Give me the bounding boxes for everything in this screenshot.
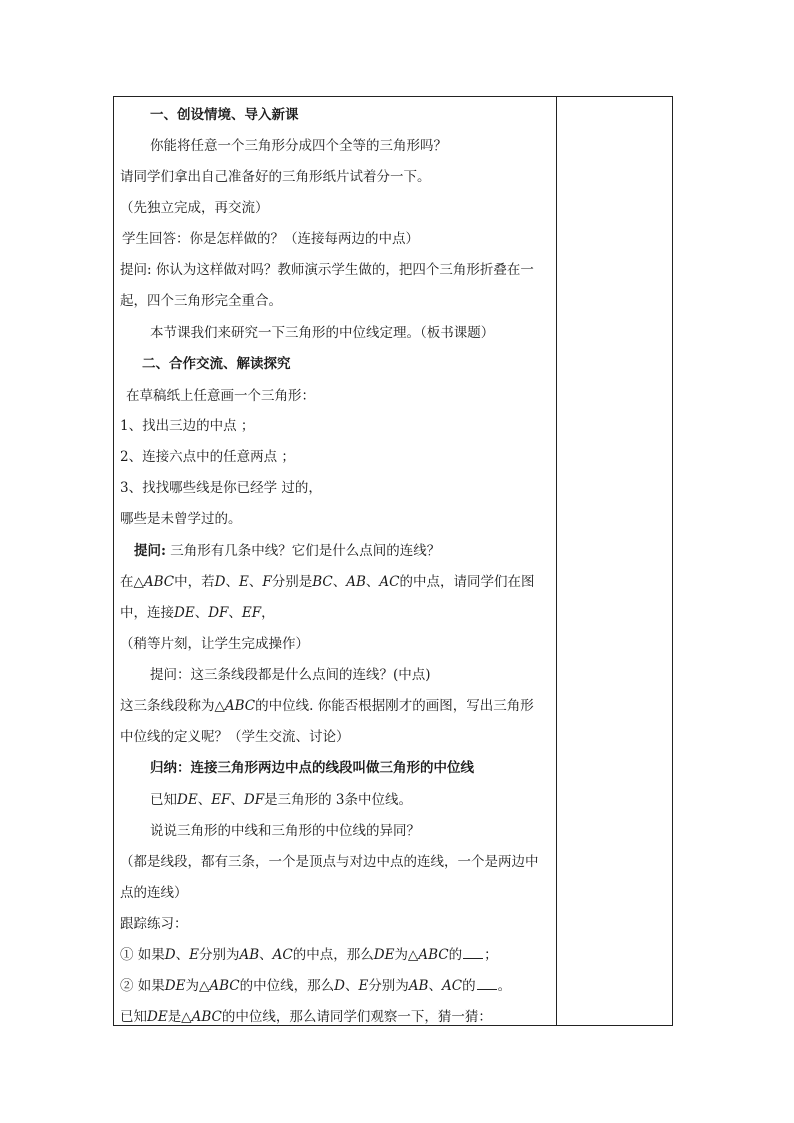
text-run: 。 bbox=[497, 978, 512, 994]
text-run: 分别为 bbox=[368, 978, 409, 994]
math-run: AB bbox=[346, 574, 366, 590]
text-line: 哪些是未曾学过的。 bbox=[120, 511, 242, 527]
text-line bbox=[120, 604, 275, 622]
text-run: 、 bbox=[228, 605, 242, 621]
text-run: ； bbox=[484, 947, 498, 963]
text-run: 的中点，那么 bbox=[292, 947, 374, 963]
math-run: DE bbox=[373, 947, 395, 963]
text-run: 的 bbox=[462, 978, 476, 994]
math-run: ABC bbox=[224, 698, 256, 714]
text-run: 的中位线. 你能否根据刚才的画图，写出三角形 bbox=[255, 698, 534, 714]
exercise-1 bbox=[120, 946, 498, 964]
text-line bbox=[150, 791, 412, 809]
text-run: 、 bbox=[248, 574, 263, 590]
text-line: 中位线的定义呢？（学生交流、讨论） bbox=[120, 729, 350, 745]
text-run: 、 bbox=[194, 605, 209, 621]
lesson-table bbox=[113, 96, 673, 1026]
text-line: 你能将任意一个三角形分成四个全等的三角形吗？ bbox=[150, 138, 447, 154]
text-run: 的 bbox=[448, 947, 463, 963]
text-line: 说说三角形的中线和三角形的中位线的异同？ bbox=[150, 823, 420, 839]
math-run: EF bbox=[211, 792, 231, 808]
math-run: BC bbox=[312, 574, 333, 590]
text-run: 是△ bbox=[167, 1009, 192, 1025]
math-run: AC bbox=[272, 947, 293, 963]
text-line: 请同学们拿出自己准备好的三角形纸片试着分一下。 bbox=[120, 169, 431, 185]
text-run: 、 bbox=[230, 792, 244, 808]
list-item: 3、找找哪些线是你已经学 过的， bbox=[120, 480, 322, 496]
question-label: 提问: bbox=[134, 543, 166, 559]
list-item: 2、连接六点中的任意两点 ； bbox=[120, 449, 295, 465]
text-line bbox=[120, 1008, 492, 1026]
text-line: 跟踪练习： bbox=[120, 916, 188, 932]
text-line: （稍等片刻，让学生完成操作） bbox=[120, 636, 309, 652]
text-run: ① 如果 bbox=[120, 947, 165, 963]
text-line: （都是线段，都有三条，一个是顶点与对边中点的连线，一个是两边中 bbox=[120, 854, 539, 870]
math-run: DF bbox=[208, 605, 229, 621]
text-run: 、 bbox=[365, 574, 380, 590]
answer-blank bbox=[463, 946, 483, 959]
text-run: 的中位线，那么请同学们观察一下，猜一猜： bbox=[221, 1009, 492, 1025]
text-line: 在草稿纸上任意画一个三角形： bbox=[126, 388, 315, 404]
math-run: ABC bbox=[191, 1009, 222, 1025]
math-run: ABC bbox=[143, 574, 175, 590]
text-run: 为△ bbox=[185, 978, 210, 994]
math-run: AB bbox=[239, 947, 260, 963]
math-run: D bbox=[164, 947, 176, 963]
notes-cell bbox=[557, 97, 672, 1025]
text-run: 的中点，请同学们在图 bbox=[399, 574, 535, 590]
text-run: 分别为 bbox=[198, 947, 240, 963]
math-run: AB bbox=[408, 978, 429, 994]
text-run: 是三角形的 3条中位线。 bbox=[264, 792, 413, 808]
section-heading-2: 二、合作交流、解读探究 bbox=[142, 356, 291, 372]
text-run: 已知 bbox=[120, 1009, 147, 1025]
math-run: DE bbox=[174, 605, 195, 621]
math-run: E bbox=[189, 947, 199, 963]
text-run: 、 bbox=[428, 978, 442, 994]
text-run: 、 bbox=[259, 947, 273, 963]
text-run: 、 bbox=[344, 978, 359, 994]
math-run: F bbox=[262, 574, 272, 590]
math-run: AC bbox=[379, 574, 400, 590]
math-run: E bbox=[358, 978, 369, 994]
text-run: 中，连接 bbox=[120, 605, 174, 621]
question-text: 三角形有几条中线？它们是什么点间的连线？ bbox=[165, 543, 441, 559]
text-run: 为△ bbox=[394, 947, 419, 963]
definition-summary: 归纳：连接三角形两边中点的线段叫做三角形的中位线 bbox=[150, 760, 474, 776]
text-run: 中，若 bbox=[174, 574, 215, 590]
text-line bbox=[120, 573, 534, 591]
math-run: D bbox=[214, 574, 226, 590]
text-run: ② 如果 bbox=[120, 978, 165, 994]
text-run: 、 bbox=[197, 792, 212, 808]
math-run: DE bbox=[164, 978, 186, 994]
text-run: 、 bbox=[332, 574, 347, 590]
math-run: DF bbox=[243, 792, 265, 808]
text-run: 、 bbox=[175, 947, 190, 963]
text-line: 学生回答：你是怎样做的？（连接每两边的中点） bbox=[122, 231, 419, 247]
text-line: 提问：这三条线段都是什么点间的连线？(中点) bbox=[150, 667, 431, 683]
exercise-2 bbox=[120, 977, 511, 995]
text-line bbox=[120, 697, 534, 715]
text-run: 已知 bbox=[150, 792, 177, 808]
text-run: 的中位线，那么 bbox=[239, 978, 335, 994]
text-run: 分别是 bbox=[271, 574, 313, 590]
text-line: 起，四个三角形完全重合。 bbox=[120, 293, 282, 309]
math-run: ABC bbox=[418, 947, 449, 963]
math-run: D bbox=[334, 978, 345, 994]
text-line: 点的连线） bbox=[120, 885, 188, 901]
list-item: 1、找出三边的中点 ； bbox=[120, 418, 255, 434]
question-line bbox=[134, 542, 440, 560]
math-run: DE bbox=[147, 1009, 168, 1025]
math-run: E bbox=[238, 574, 249, 590]
text-run: 在△ bbox=[120, 574, 144, 590]
text-run: 这三条线段称为△ bbox=[120, 698, 225, 714]
text-run: ， bbox=[261, 605, 275, 621]
section-heading-1: 一、创设情境、导入新课 bbox=[150, 107, 299, 123]
text-run: 、 bbox=[225, 574, 239, 590]
answer-blank bbox=[477, 977, 497, 990]
math-run: EF bbox=[241, 605, 262, 621]
text-line: 提问: 你认为这样做对吗？教师演示学生做的，把四个三角形折叠在一 bbox=[120, 262, 534, 278]
text-line: 本节课我们来研究一下三角形的中位线定理。（板书课题） bbox=[150, 325, 495, 341]
math-run: AC bbox=[441, 978, 463, 994]
math-run: DE bbox=[177, 792, 198, 808]
text-line: （先独立完成，再交流） bbox=[120, 200, 269, 216]
math-run: ABC bbox=[209, 978, 240, 994]
